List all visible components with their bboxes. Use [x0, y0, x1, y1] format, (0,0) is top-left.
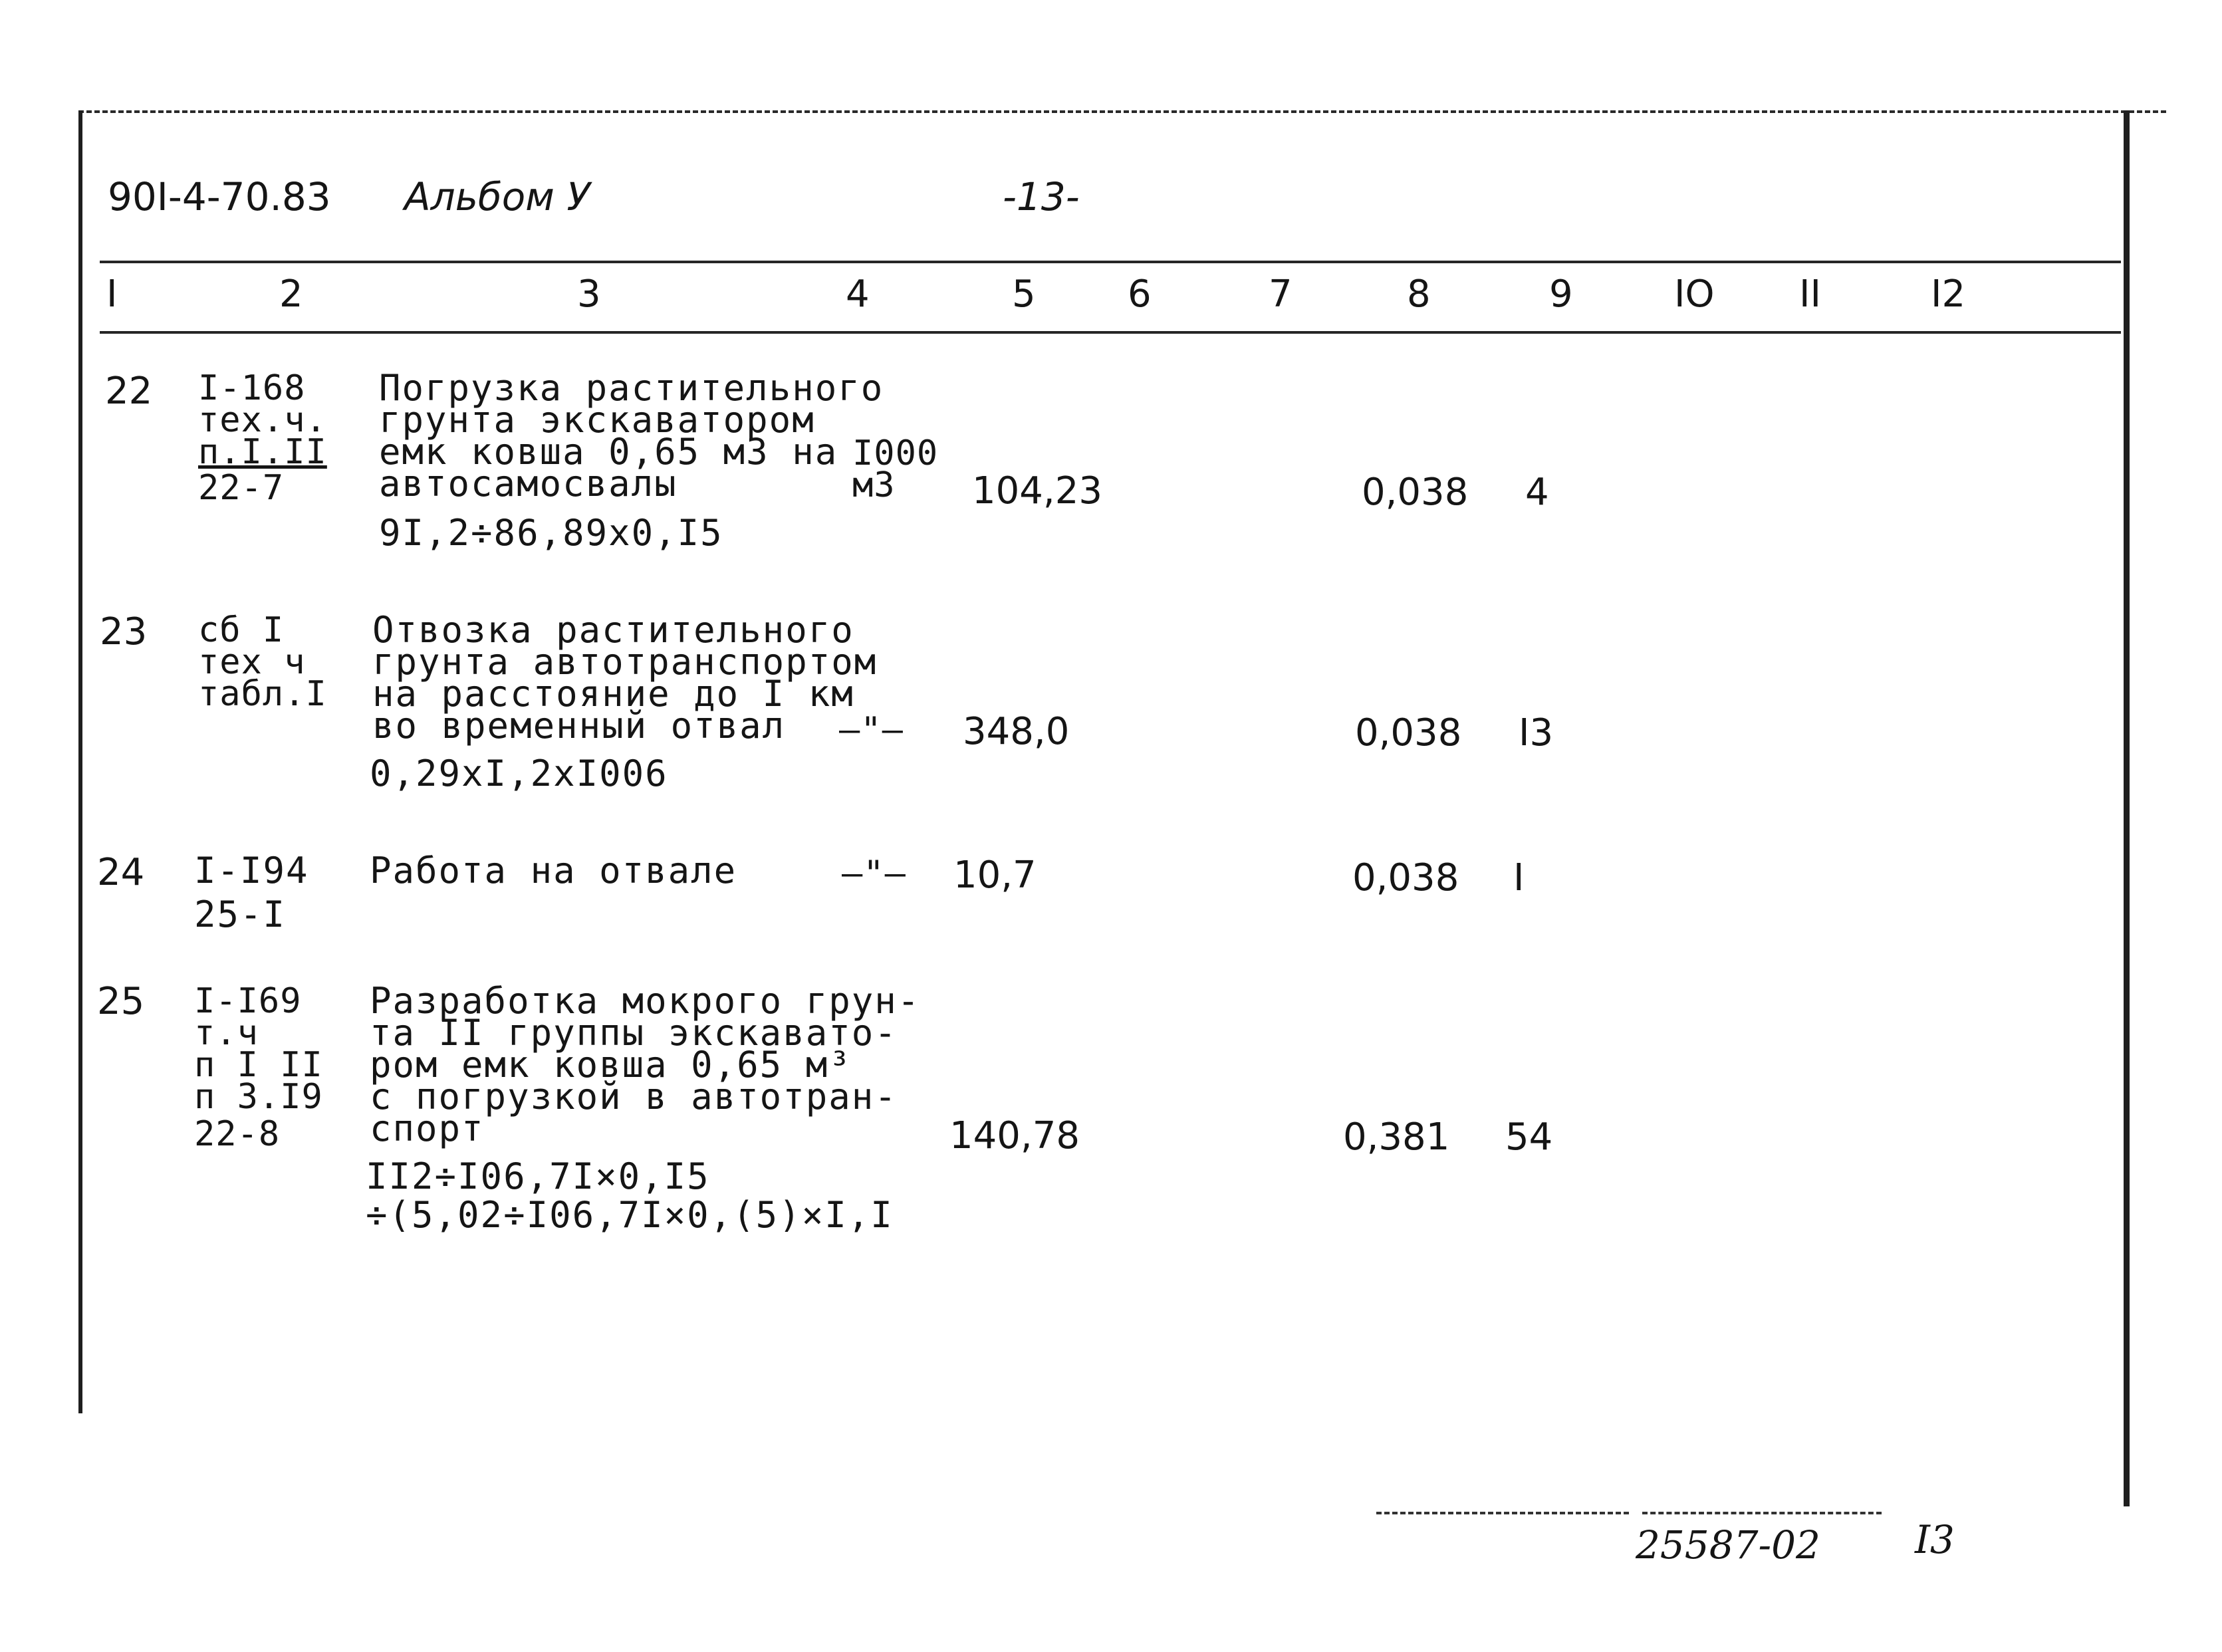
description-line: емк ковша 0,65 м3 на [379, 431, 838, 473]
reference-line: п.I.II [198, 432, 327, 472]
column-9-value: 54 [1505, 1116, 1553, 1159]
unit-of-measure: —"— [842, 854, 906, 893]
reference-line: тех.ч. [198, 400, 327, 440]
page-number: -13- [1003, 174, 1080, 219]
reference-line: п I II [194, 1045, 323, 1085]
column-number: 7 [1269, 273, 1293, 316]
coefficient-value: 0,038 [1355, 711, 1462, 755]
reference-line: т.ч [194, 1013, 259, 1053]
norm-reference [194, 981, 323, 1154]
column-number: IO [1674, 273, 1715, 316]
norm-reference [198, 610, 327, 714]
work-description: Работа на отвале [370, 850, 737, 891]
reference-line: I-I94 [194, 850, 309, 891]
description-line: та II группы экскавато- [370, 1012, 898, 1054]
quantity-value: 104,23 [972, 469, 1102, 513]
description-line: Погрузка растительного [379, 367, 884, 409]
description-line: во временный отвал [372, 705, 786, 747]
description-line: на расстояние до I км [372, 673, 854, 715]
row-number: 22 [105, 370, 153, 413]
unit-line: I000 [852, 433, 939, 473]
column-number: 3 [577, 273, 601, 316]
row-number: 24 [97, 851, 145, 894]
description-line: автосамосвалы [379, 463, 678, 505]
reference-line: I-168 [198, 368, 306, 408]
column-9-value: I [1513, 856, 1525, 899]
formula-line: ÷(5,02÷I06,7I×0,(5)×I,I [366, 1194, 894, 1236]
description-line: грунта экскаватором [379, 399, 815, 441]
column-number: 8 [1407, 273, 1431, 316]
work-description [372, 609, 878, 747]
calculation-formula: 0,29xI,2xI006 [370, 753, 668, 794]
unit-of-measure [852, 433, 939, 505]
header-rule-top [100, 261, 2121, 263]
row-number: 23 [100, 610, 148, 653]
footer-rule [1376, 1512, 1629, 1514]
header-rule-bottom [100, 331, 2121, 334]
description-line: Отвозка растительного [372, 609, 854, 651]
column-number: 4 [846, 273, 870, 316]
document-number: 25587-02 [1636, 1522, 1820, 1568]
coefficient-value: 0,038 [1362, 471, 1469, 514]
sheet-number: I3 [1915, 1517, 1955, 1562]
column-number: 6 [1128, 273, 1152, 316]
reference-line: 22-8 [194, 1114, 281, 1154]
column-number: 9 [1549, 273, 1573, 316]
description-line: Разработка мокрого грун- [370, 980, 921, 1022]
formula-line: II2÷I06,7I×0,I5 [366, 1155, 710, 1197]
description-line: ром емк ковша 0,65 м³ [370, 1044, 852, 1086]
row-number: 25 [97, 980, 145, 1023]
column-number: 5 [1012, 273, 1036, 316]
calculation-formula: 9I,2÷86,89x0,I5 [379, 512, 723, 554]
column-9-value: 4 [1525, 471, 1549, 514]
reference-line: табл.I [198, 674, 327, 714]
norm-reference [194, 850, 309, 935]
frame-left-line [78, 110, 82, 1413]
quantity-value: 140,78 [949, 1114, 1080, 1157]
reference-line: 25-I [194, 893, 287, 935]
reference-line: 22-7 [198, 468, 285, 508]
reference-line: сб I [198, 610, 285, 650]
column-number: II [1799, 273, 1822, 316]
coefficient-value: 0,381 [1343, 1116, 1450, 1159]
frame-right-line [2124, 110, 2130, 1506]
description-line: с погрузкой в автотран- [370, 1076, 898, 1118]
description-line: грунта автотранспортом [372, 641, 878, 683]
unit-of-measure: —"— [839, 710, 904, 750]
column-number: I [106, 273, 118, 316]
reference-line: п 3.I9 [194, 1077, 323, 1117]
work-description [379, 367, 884, 505]
unit-line: м3 [852, 465, 896, 505]
coefficient-value: 0,038 [1352, 856, 1459, 899]
quantity-value: 10,7 [953, 854, 1037, 897]
norm-reference [198, 368, 327, 508]
reference-line: тех ч [198, 642, 306, 682]
footer-rule [1642, 1512, 1882, 1514]
document-code: 90I-4-70.83 [108, 174, 331, 219]
description-line: спорт [370, 1108, 485, 1149]
frame-top-line [78, 110, 2166, 113]
column-number: I2 [1931, 273, 1966, 316]
quantity-value: 348,0 [963, 710, 1070, 753]
album-label: Альбом У [404, 174, 590, 219]
column-9-value: I3 [1519, 711, 1554, 755]
column-number: 2 [279, 273, 303, 316]
work-description [370, 980, 921, 1149]
reference-line: I-I69 [194, 981, 302, 1021]
calculation-formula [366, 1155, 894, 1236]
